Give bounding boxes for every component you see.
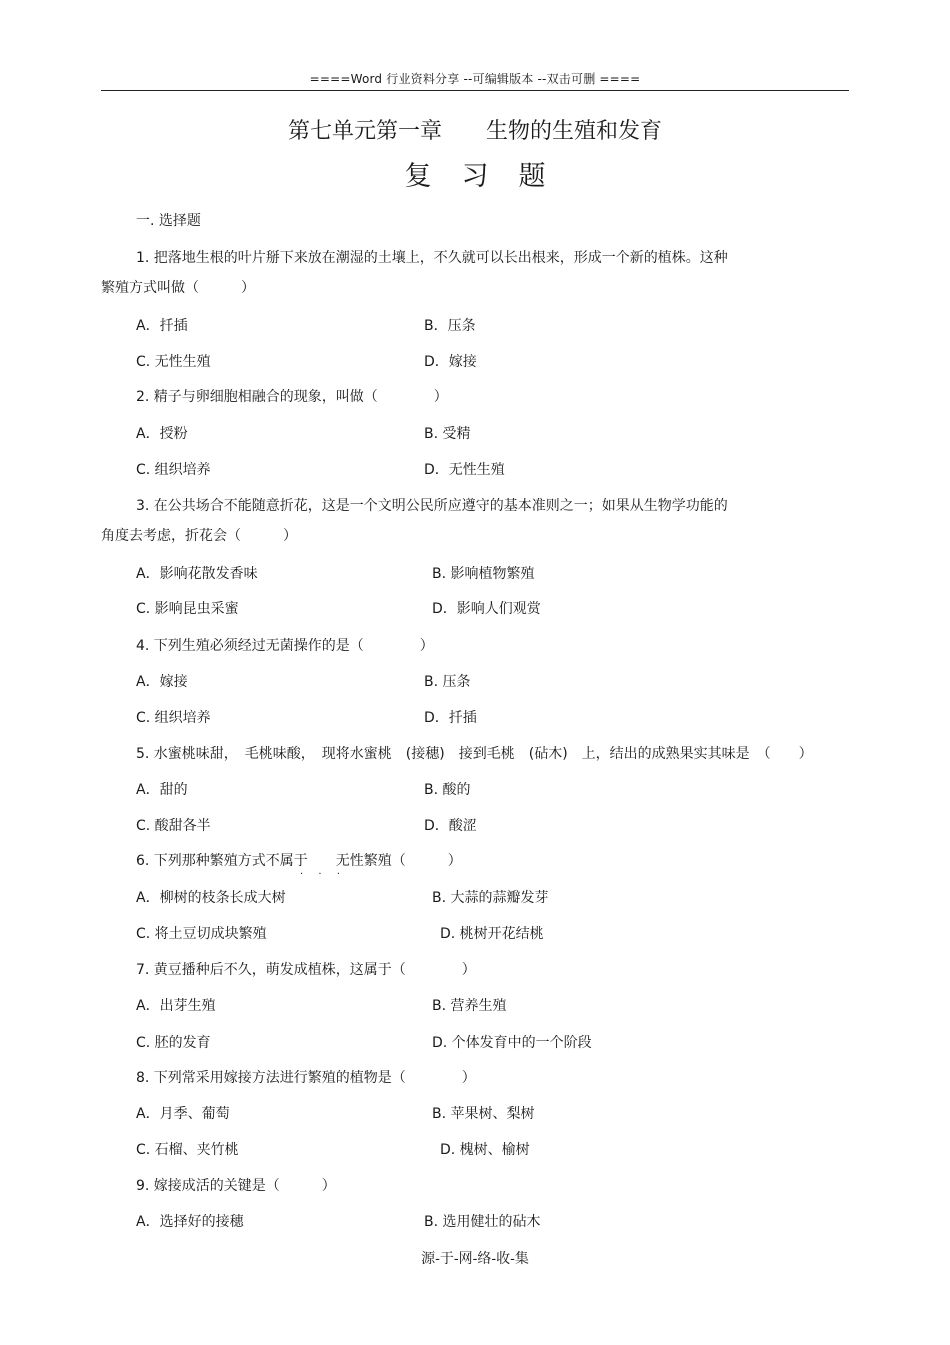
option: C. 组织培养 [136,462,211,478]
page-subtitle: 复习题 [404,161,576,192]
page-footer: 源-于-网-络-收-集 [421,1251,529,1267]
section-heading: 一. 选择题 [136,213,201,229]
page-title [0,114,950,145]
question-stem: 4. 下列生殖必须经过无菌操作的是（ ） [136,638,434,654]
option: B. 影响植物繁殖 [432,566,535,582]
emphasis-dots: . . . [300,866,346,877]
option: D. 桃树开花结桃 [440,926,544,942]
title-chapter: 生物的生殖和发育 [486,119,663,144]
option: D．无性生殖 [424,462,505,478]
question-stem: 5. 水蜜桃味甜， 毛桃味酸， 现将水蜜桃 (接穗) 接到毛桃 (砧木) 上，结出的成熟果实其味是 （ ） [136,746,813,762]
option: D. 槐树、榆树 [440,1142,530,1158]
option: B．压条 [424,318,476,334]
question-stem: 3. 在公共场合不能随意折花，这是一个文明公民所应遵守的基本准则之一；如果从生物学功能的 [136,498,728,514]
option: A．影响花散发香味 [136,566,258,582]
option: A．选择好的接穗 [136,1214,244,1230]
option: B. 苹果树、梨树 [432,1106,535,1122]
option: D．影响人们观赏 [432,601,541,617]
header-rule [101,90,849,91]
option: C. 将土豆切成块繁殖 [136,926,267,942]
option: A．月季、葡萄 [136,1106,230,1122]
question-stem-cont: 角度去考虑，折花会（ ） [101,528,297,544]
option: A．嫁接 [136,674,188,690]
option: B. 受精 [424,426,471,442]
option: B. 营养生殖 [432,998,507,1014]
option: C. 组织培养 [136,710,211,726]
option: D．扦插 [424,710,477,726]
question-stem-cont: 繁殖方式叫做（ ） [101,280,255,296]
title-unit: 第七单元第一章 [287,119,442,144]
question-stem: 1. 把落地生根的叶片掰下来放在潮湿的土壤上，不久就可以长出根来，形成一个新的植株。这种 [136,250,728,266]
question-stem: 7. 黄豆播种后不久，萌发成植株，这属于（ ） [136,962,476,978]
question-stem: 8. 下列常采用嫁接方法进行繁殖的植物是（ ） [136,1070,476,1086]
option: C. 影响昆虫采蜜 [136,601,239,617]
page-header: ====Word 行业资料分享 --可编辑版本 --双击可删 ==== [309,72,641,86]
option: B. 压条 [424,674,471,690]
option: A．柳树的枝条长成大树 [136,890,286,906]
question-stem: 2. 精子与卵细胞相融合的现象，叫做（ ） [136,389,448,405]
option: D．嫁接 [424,354,477,370]
option: A．甜的 [136,782,188,798]
option: A．出芽生殖 [136,998,216,1014]
option: A．扦插 [136,318,188,334]
option: D．酸涩 [424,818,477,834]
option: B. 选用健壮的砧木 [424,1214,541,1230]
option: B. 大蒜的蒜瓣发芽 [432,890,549,906]
option: D. 个体发育中的一个阶段 [432,1035,592,1051]
question-stem: 9. 嫁接成活的关键是（ ） [136,1178,336,1194]
option: C. 石榴、夹竹桃 [136,1142,239,1158]
option: C. 胚的发育 [136,1035,211,1051]
option: B. 酸的 [424,782,471,798]
option: A．授粉 [136,426,188,442]
option: C. 无性生殖 [136,354,211,370]
question-stem: 6. 下列那种繁殖方式不属于 无性繁殖（ ） [136,853,462,869]
option: C. 酸甜各半 [136,818,211,834]
